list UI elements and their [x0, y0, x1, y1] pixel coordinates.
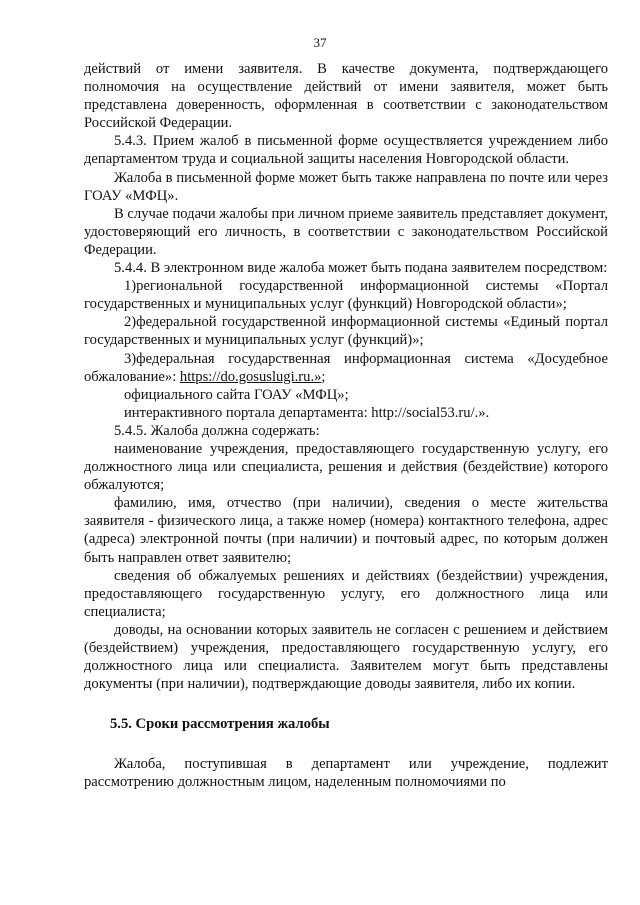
list-item: 2)федеральной государственной информационной системы «Единый портал государственных и муниципальных услуг (функций)»; [84, 314, 608, 349]
page-number: 37 [313, 35, 327, 50]
list-item: 1)региональной государственной информационной системы «Портал государственных и муниципальных услуг (функций) Новгородской области»; [84, 278, 608, 313]
list-item-text: 3)федеральная государственная информационная система «Досудебное обжалование»: [84, 350, 608, 385]
list-item: официального сайта ГОАУ «МФЦ»; [124, 386, 349, 403]
paragraph: наименование учреждения, предоставляющего государственную услугу, его должностного лица или специалиста, решения и действия (бездействие) которого обжалуются; [84, 440, 608, 494]
gosuslugi-link[interactable]: https://do.gosuslugi.ru.» [179, 368, 322, 385]
paragraph: Жалоба в письменной форме может быть также направлена по почте или через ГОАУ «МФЦ». [84, 169, 608, 204]
paragraph: сведения об обжалуемых решениях и действиях (бездействии) учреждения, предоставляющего государственную услугу, его должностного лица или специалиста; [84, 567, 608, 620]
paragraph: доводы, на основании которых заявитель не согласен с решением и действием (бездействием) учреждения, предоставляющего государственную услугу, его должностного лица или специалиста. Заявителем могут быть представлены документы (при наличии), подтверждающие доводы заявителя, либо их копии. [84, 621, 608, 693]
paragraph: В случае подачи жалобы при личном приеме заявитель представляет документ, удостоверяющий его личность, в соответствии с законодательством Российской Федерации. [84, 205, 608, 258]
paragraph: 5.4.4. В электронном виде жалоба может быть подана заявителем посредством: [114, 260, 608, 277]
list-item: интерактивного портала департамента: http://social53.ru/.». [124, 404, 490, 421]
paragraph: 5.4.5. Жалоба должна содержать: [114, 422, 320, 439]
paragraph: фамилию, имя, отчество (при наличии), сведения о месте жительства заявителя - физического лица, а также номер (номера) контактного телефона, адрес (адреса) электронной почты (при наличии) и почтовый адрес, по которым должен быть направлен ответ заявителю; [84, 495, 608, 566]
document-body [84, 60, 608, 792]
paragraph: Жалоба, поступившая в департамент или учреждение, подлежит рассмотрению должностным лицом, наделенным полномочиями по [84, 756, 608, 791]
section-heading: 5.5. Сроки рассмотрения жалобы [110, 716, 330, 733]
paragraph: 5.4.3. Прием жалоб в письменной форме осуществляется учреждением либо департаментом труда и социальной защиты населения Новгородской области. [84, 133, 608, 168]
list-item-tail: ; [321, 368, 326, 385]
paragraph: действий от имени заявителя. В качестве документа, подтверждающего полномочия на осуществление действий от имени заявителя, может быть представлена доверенность, оформленная в соответствии с законодательством Российской Федерации. [84, 61, 608, 132]
list-item [84, 350, 608, 386]
